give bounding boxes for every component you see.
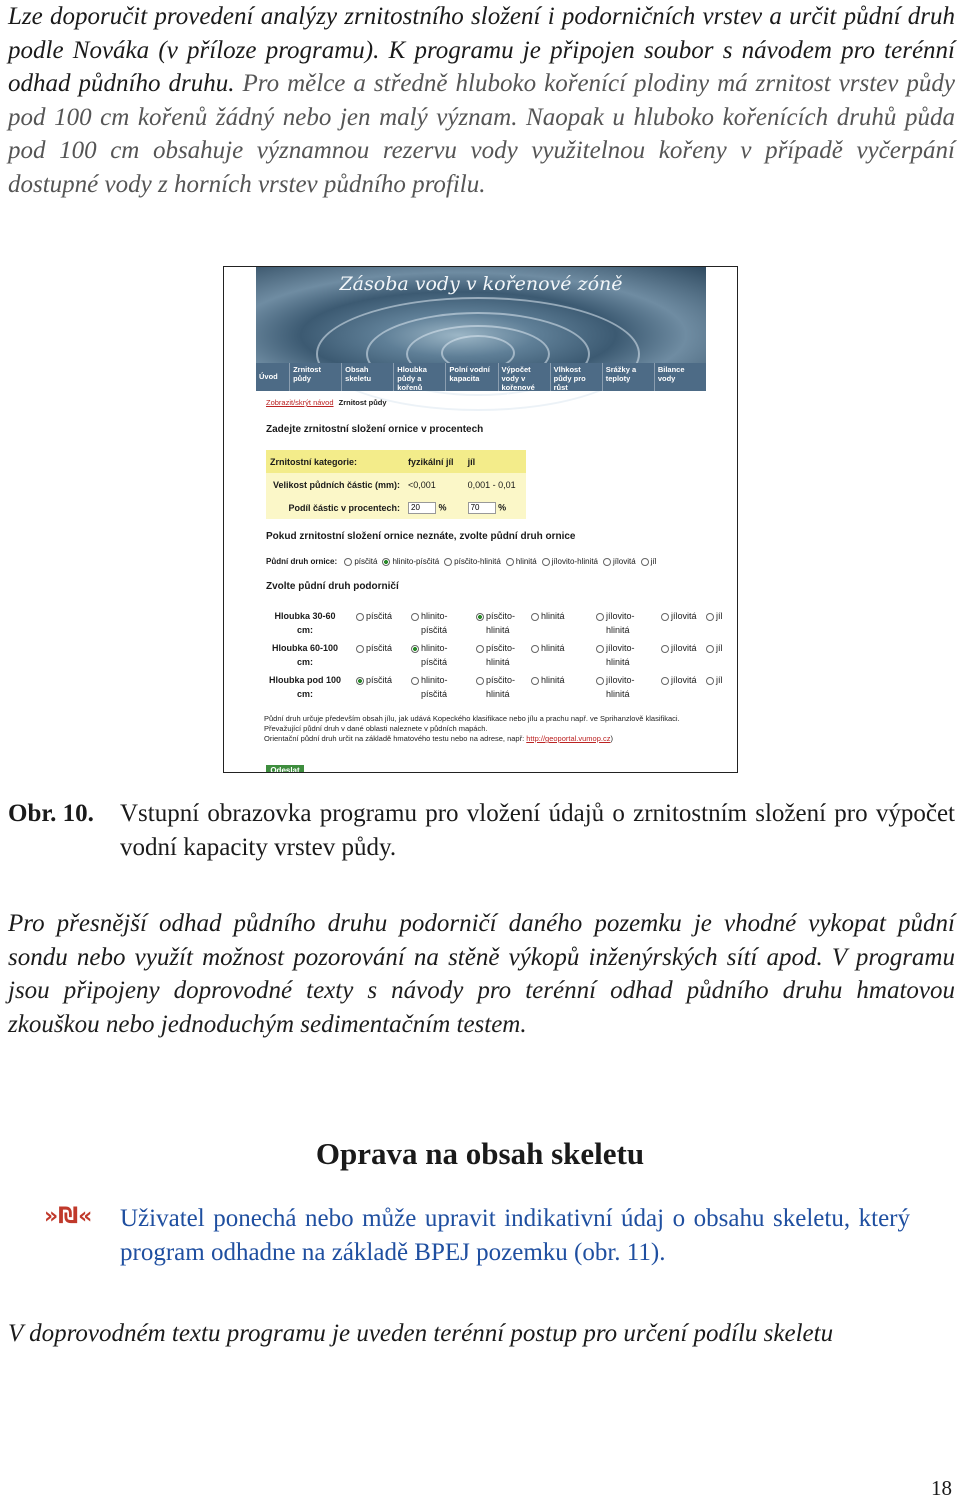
guide-note [264, 714, 724, 744]
table-cell [464, 496, 526, 519]
subsoil-option[interactable]: písčitá [356, 609, 392, 623]
radio-icon[interactable] [344, 558, 352, 566]
subsoil-heading: Zvolte půdní druh podorničí [266, 581, 399, 592]
topsoil-option[interactable] [506, 557, 537, 566]
nav-item-vypocet[interactable]: Výpočet vody v kořenové zóně [499, 363, 551, 391]
geoportal-link[interactable]: http://geoportal.vumop.cz [526, 734, 611, 743]
subsoil-option[interactable]: hlinito- písčitá [411, 609, 448, 637]
section-heading: Oprava na obsah skeletu [315, 1136, 645, 1171]
subsoil-option[interactable]: jíl [706, 673, 723, 687]
nav-item-srazky[interactable]: Srážky a teploty [603, 363, 655, 391]
figure-caption-text: Vstupní obrazovka programu pro vložení údajů o zrnitostním složení pro výpočet vodní kapacity vrstev půdy. [120, 800, 955, 861]
topsoil-option[interactable] [542, 557, 598, 566]
banner-title: Zásoba vody v kořenové zóně [339, 273, 623, 295]
intro-gray-text: Pro mělce a středně hluboko kořenící plodiny má zrnitost vrstev půdy pod 100 cm kořenů žádný nebo jen malý význam. Naopak u hluboko kořenících druhů půda pod 100 cm obsahuje významnou rezervu vody využitelnou kořeny v případě vyčerpání dostupné vody z horních vrstev půdního profilu. [8, 70, 955, 198]
topsoil-option-label: hlinitá [515, 557, 537, 566]
subsoil-option[interactable]: písčito- hlinitá [476, 609, 515, 637]
topsoil-label: Půdní druh ornice: [266, 557, 338, 566]
depth-label: Hloubka 30-60 cm: [274, 611, 336, 635]
subsoil-option[interactable]: hlinitá [531, 609, 565, 623]
nav-item-uvod[interactable]: Úvod [256, 363, 290, 391]
subsoil-option[interactable]: jíl [706, 609, 723, 623]
grain-size-table [266, 450, 526, 519]
radio-icon[interactable] [596, 677, 604, 685]
soil-probe-paragraph [8, 907, 955, 1041]
subsoil-option[interactable]: písčito- hlinitá [476, 673, 515, 701]
radio-icon[interactable] [596, 613, 604, 621]
program-screenshot-figure [223, 266, 738, 773]
nav-item-hloubka[interactable]: Hloubka půdy a kořenů plodiny [394, 363, 446, 391]
subsoil-option[interactable]: hlinito- písčitá [411, 673, 448, 701]
subsoil-option[interactable]: jílovitá [661, 641, 697, 655]
subsoil-option[interactable]: hlinito- písčitá [411, 641, 448, 669]
radio-icon[interactable] [542, 558, 550, 566]
radio-icon[interactable] [411, 677, 419, 685]
radio-icon[interactable] [706, 613, 714, 621]
nav-item-zrnitost[interactable]: Zrnitost půdy [290, 363, 342, 391]
figure-number: Obr. 10. [8, 800, 94, 827]
note-line: Půdní druh určuje především obsah jílu, jak udává Kopeckého klasifikace nebo jílu a prachu např. ve Sprihanzlově klasifikaci. [264, 714, 680, 723]
soil-probe-italic-text: Pro přesnější odhad půdního druhu podorničí daného pozemku je vhodné vykopat půdní sondu nebo využít možnost pozorování na stěně výkopů inženýrských sítí apod. [8, 910, 955, 971]
subsoil-option[interactable]: jíl [706, 641, 723, 655]
radio-icon[interactable] [356, 613, 364, 621]
depth-label: Hloubka pod 100 cm: [268, 675, 341, 699]
radio-icon[interactable] [661, 645, 669, 653]
table-header-cell: fyzikální jíl [404, 450, 464, 473]
topsoil-option[interactable] [344, 557, 377, 566]
subsoil-option[interactable]: písčitá [356, 641, 392, 655]
radio-icon[interactable] [531, 677, 539, 685]
nav-item-skelet[interactable]: Obsah skeletu [342, 363, 394, 391]
table-header-cell: jíl [464, 450, 526, 473]
note-line: Orientační půdní druh určit na základě hmatového testu nebo na adrese, např: http://geoportal.vumop.cz) [264, 734, 613, 743]
topsoil-option[interactable] [444, 557, 501, 566]
subsoil-option[interactable]: jílovito- hlinitá [596, 673, 635, 701]
topsoil-option-label: jílovitá [613, 557, 636, 566]
radio-icon[interactable] [444, 558, 452, 566]
radio-icon[interactable] [706, 677, 714, 685]
radio-icon[interactable] [641, 558, 649, 566]
table-cell [404, 496, 464, 519]
percent-sign: % [498, 502, 507, 512]
intro-italic-text: Lze doporučit provedení analýzy zrnitostního složení i podorničních vrstev a určit půdní druh podle Nováka (v příloze programu). K programu je připojen soubor s návodem pro terénní odhad půdního druhu. [8, 3, 955, 97]
radio-icon[interactable] [531, 645, 539, 653]
topsoil-option[interactable] [641, 557, 657, 566]
topsoil-row [266, 557, 656, 566]
composition-heading: Zadejte zrnitostní složení ornice v procentech [266, 424, 484, 435]
subsoil-option[interactable]: jílovitá [661, 673, 697, 687]
table-header-cell: Zrnitostní kategorie: [266, 450, 404, 473]
radio-icon[interactable] [476, 645, 484, 653]
intro-paragraph [8, 0, 955, 201]
nav-item-vlhkost[interactable]: Vlhkost půdy pro růst [551, 363, 603, 391]
radio-icon[interactable] [661, 613, 669, 621]
note-line: Převažující půdní druh v dané oblasti naleznete v půdních mapách. [264, 724, 488, 733]
program-nav-bar [256, 363, 706, 401]
toggle-guide-link[interactable]: Zobrazit/skrýt návod [266, 398, 334, 407]
page-number: 18 [931, 1476, 952, 1500]
subsoil-option[interactable]: hlinitá [531, 641, 565, 655]
skeleton-procedure-paragraph: V doprovodném textu programu je uveden terénní postup pro určení podílu skeletu [8, 1320, 834, 1347]
topsoil-option-label: jíl [650, 557, 657, 566]
subsoil-option[interactable]: jílovitá [661, 609, 697, 623]
topsoil-option-label: jílovito-hlinitá [551, 557, 598, 566]
radio-icon[interactable] [706, 645, 714, 653]
table-cell: 0,001 - 0,01 [464, 473, 526, 496]
subsoil-option[interactable]: jílovito- hlinitá [596, 641, 635, 669]
depth-label: Hloubka 60-100 cm: [271, 643, 339, 667]
radio-icon[interactable] [411, 645, 419, 653]
percent-sign: % [438, 502, 447, 512]
subsoil-option[interactable]: písčitá [356, 673, 392, 687]
nav-item-kapacita[interactable]: Polní vodní kapacita [446, 363, 498, 391]
topsoil-option-label: hlinito-písčitá [392, 557, 440, 566]
radio-icon[interactable] [531, 613, 539, 621]
clay-physical-input[interactable] [408, 502, 436, 514]
subsoil-option[interactable]: písčito- hlinitá [476, 641, 515, 669]
topsoil-option-label: písčito-hlinitá [454, 557, 501, 566]
breadcrumb-current: Zrnitost půdy [338, 398, 387, 407]
table-cell: Velikost půdních částic (mm): [266, 473, 404, 496]
topsoil-option[interactable] [603, 557, 636, 566]
topsoil-option-label: písčitá [354, 557, 378, 566]
submit-button[interactable]: Odeslat [266, 765, 304, 773]
radio-icon[interactable] [603, 558, 611, 566]
subsoil-option[interactable]: hlinitá [531, 673, 565, 687]
radio-icon[interactable] [506, 558, 514, 566]
unknown-composition-heading: Pokud zrnitostní složení ornice neznáte, zvolte půdní druh ornice [266, 531, 576, 542]
radio-icon[interactable] [661, 677, 669, 685]
user-action-text: Uživatel ponechá nebo může upravit indikativní údaj o obsahu skeletu, který program odhadne na základě BPEJ pozemku (obr. 11). [120, 1205, 910, 1266]
nav-item-bilance[interactable]: Bilance vody [657, 365, 685, 383]
radio-icon[interactable] [476, 613, 484, 621]
topsoil-option[interactable] [382, 557, 439, 566]
radio-icon[interactable] [356, 677, 364, 685]
table-cell: <0,001 [404, 473, 464, 496]
table-cell: Podíl částic v procentech: [266, 496, 404, 519]
bullet-symbol-icon: »₪« [44, 1204, 93, 1229]
radio-icon[interactable] [356, 645, 364, 653]
radio-icon[interactable] [476, 677, 484, 685]
radio-icon[interactable] [596, 645, 604, 653]
radio-icon[interactable] [382, 558, 390, 566]
radio-icon[interactable] [411, 613, 419, 621]
subsoil-option[interactable]: jílovito- hlinitá [596, 609, 635, 637]
soil-probe-rest-text: V programu jsou připojeny doprovodné texty s návody pro terénní odhad půdního druhu hmatovou zkouškou nebo jednoduchým sedimentačním testem. [8, 943, 955, 1038]
clay-input[interactable] [468, 502, 496, 514]
